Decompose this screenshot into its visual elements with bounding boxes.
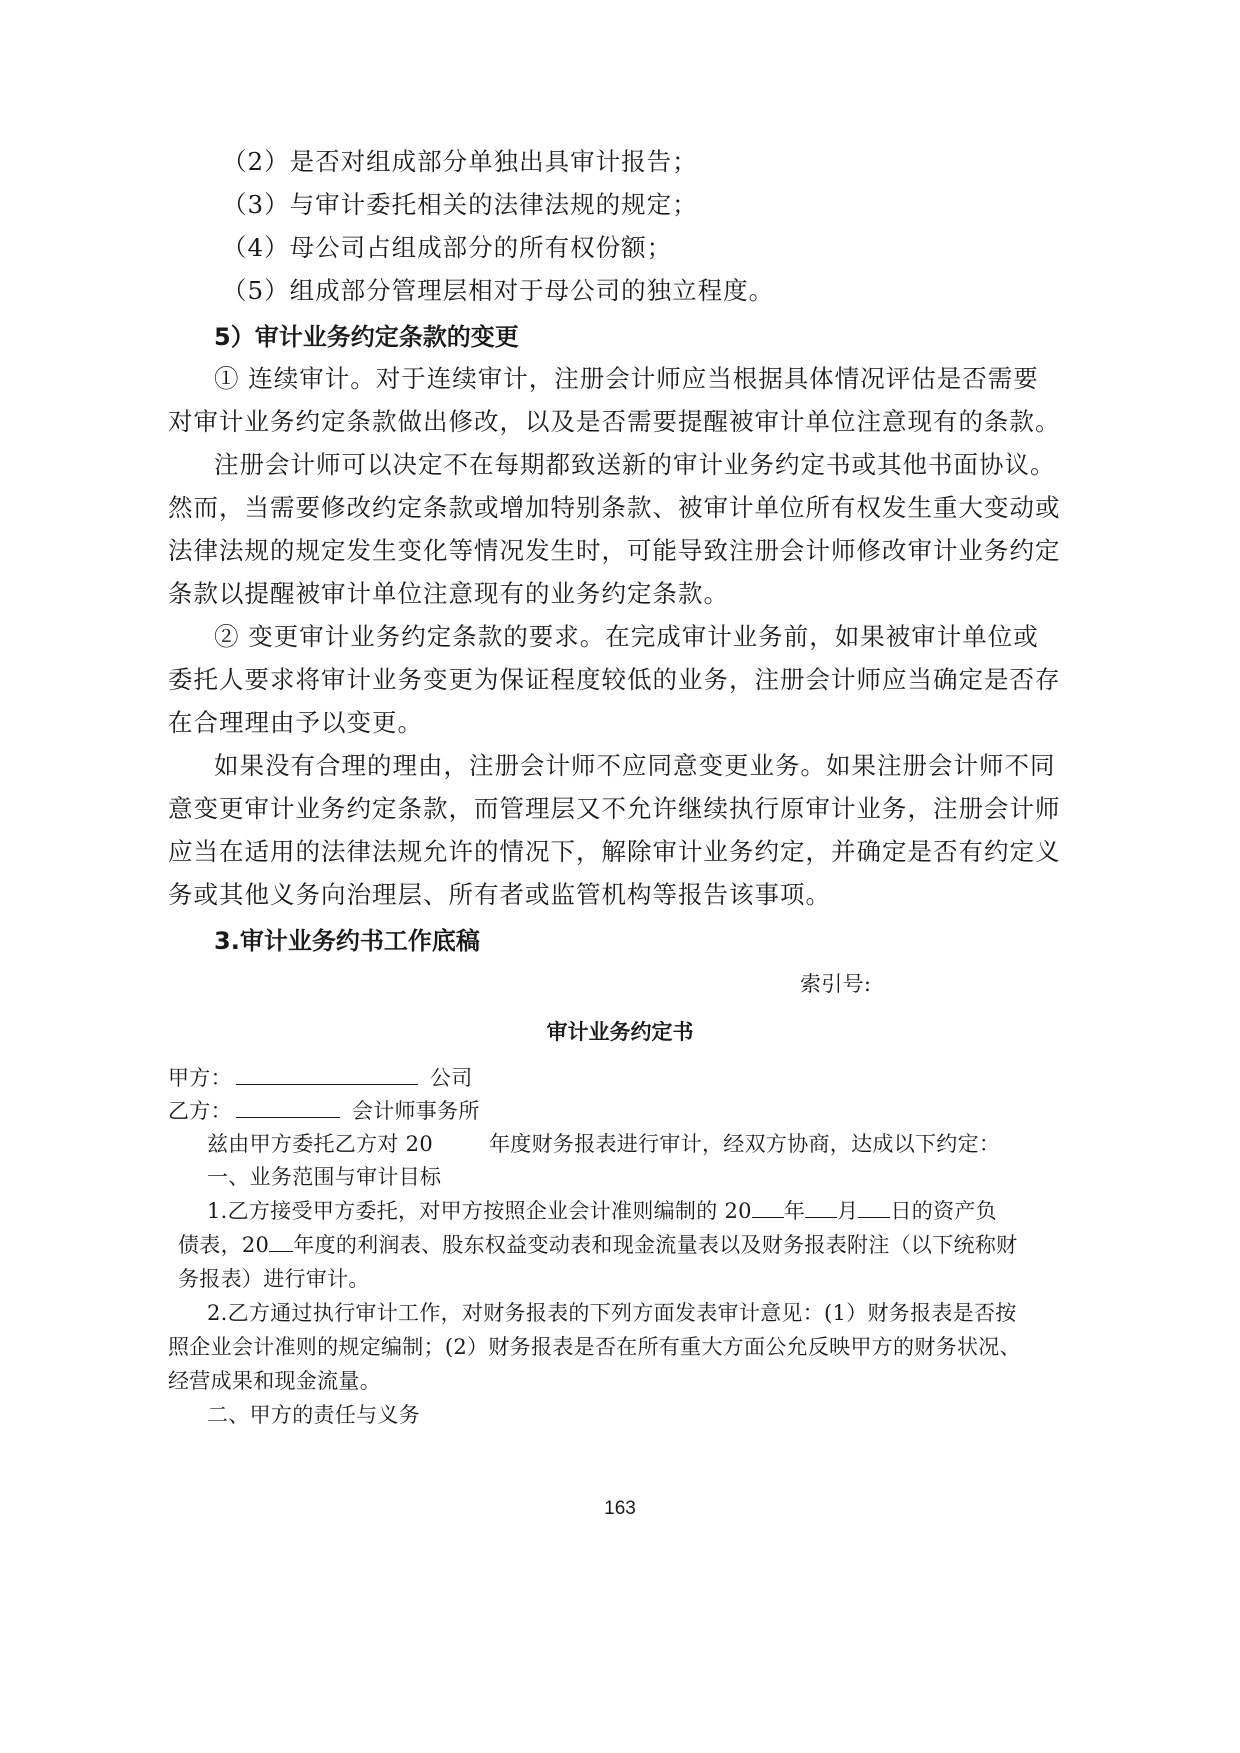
paragraph-line: 然而，当需要修改约定条款或增加特别条款、被审计单位所有权发生重大变动或 (168, 493, 1061, 522)
party-b-blank (236, 1095, 340, 1118)
month-blank (805, 1195, 837, 1218)
paragraph-line: 条款以提醒被审计单位注意现有的业务约定条款。 (168, 579, 729, 608)
paragraph-line: 应当在适用的法律法规允许的情况下，解除审计业务约定，并确定是否有约定义 (168, 837, 1061, 866)
party-a-blank (236, 1062, 418, 1085)
paragraph-line: 如果没有合理的理由，注册会计师不应同意变更业务。如果注册会计师不同 (214, 751, 1056, 780)
clause-1-year: 年 (783, 1199, 806, 1224)
year-blank (269, 1229, 293, 1252)
list-item: （2）是否对组成部分单独出具审计报告； (222, 147, 698, 176)
party-b-suffix: 会计师事务所 (351, 1099, 480, 1124)
clause-2-line: 经营成果和现金流量。 (168, 1369, 381, 1393)
clause-1-line (207, 1195, 997, 1225)
list-item: （4）母公司占组成部分的所有权份额； (222, 233, 673, 262)
clause-1-day: 日的资产负 (890, 1199, 997, 1224)
clause-2-line: 照企业会计准则的规定编制；(2）财务报表是否在所有重大方面公允反映甲方的财务状况、 (168, 1335, 1021, 1359)
paragraph-line: 意变更审计业务约定条款，而管理层又不允许继续执行原审计业务，注册会计师 (168, 794, 1061, 823)
section-heading: 5）审计业务约定条款的变更 (214, 323, 519, 351)
intro-line (207, 1128, 1000, 1158)
list-item: （5）组成部分管理层相对于母公司的独立程度。 (222, 276, 775, 305)
year-blank (752, 1195, 784, 1218)
paragraph-line: ② 变更审计业务约定条款的要求。在完成审计业务前，如果被审计单位或 (214, 622, 1039, 651)
party-a-label: 甲方： (168, 1066, 232, 1091)
paragraph-line: 法律法规的规定发生变化等情况发生时，可能导致注册会计师修改审计业务约定 (168, 536, 1061, 565)
paragraph-line: 务或其他义务向治理层、所有者或监管机构等报告该事项。 (168, 880, 831, 909)
page-number: 163 (604, 1498, 636, 1519)
paragraph-line: 委托人要求将审计业务变更为保证程度较低的业务，注册会计师应当确定是否存 (168, 665, 1061, 694)
section-heading: 3.审计业务约书工作底稿 (214, 927, 480, 955)
party-a-suffix: 公司 (429, 1066, 473, 1091)
paragraph-line: 对审计业务约定条款做出修改，以及是否需要提醒被审计单位注意现有的条款。 (168, 407, 1061, 436)
party-b-line (168, 1095, 480, 1125)
section-1-title: 一、业务范围与审计目标 (207, 1165, 442, 1189)
day-blank (858, 1195, 890, 1218)
clause-1-month: 月 (837, 1199, 859, 1224)
document-title: 审计业务约定书 (546, 1020, 694, 1044)
clause-1-text: 1.乙方接受甲方委托，对甲方按照企业会计准则编制的 20 (207, 1199, 752, 1224)
intro-post: 年度财务报表进行审计，经双方协商，达成以下约定： (489, 1132, 1001, 1156)
paragraph-line: 注册会计师可以决定不在每期都致送新的审计业务约定书或其他书面协议。 (214, 450, 1056, 479)
clause-2-line: 2.乙方通过执行审计工作，对财务报表的下列方面发表审计意见：(1）财务报表是否按 (207, 1301, 1017, 1325)
section-2-title: 二、甲方的责任与义务 (207, 1403, 420, 1427)
list-item: （3）与审计委托相关的法律法规的规定； (222, 190, 698, 219)
clause-1-line (178, 1229, 1017, 1259)
party-b-label: 乙方： (168, 1099, 232, 1124)
clause-1-text: 年度的利润表、股东权益变动表和现金流量表以及财务报表附注（以下统称财 (293, 1233, 1018, 1258)
party-a-line (168, 1062, 473, 1092)
intro-pre: 兹由甲方委托乙方对 20 (207, 1132, 433, 1156)
clause-1-text: 债表，20 (178, 1233, 270, 1258)
paragraph-line: ① 连续审计。对于连续审计，注册会计师应当根据具体情况评估是否需要 (214, 364, 1039, 393)
index-number-label: 索引号: (800, 972, 872, 996)
paragraph-line: 在合理理由予以变更。 (168, 708, 423, 737)
clause-1-line: 务报表）进行审计。 (178, 1267, 370, 1291)
